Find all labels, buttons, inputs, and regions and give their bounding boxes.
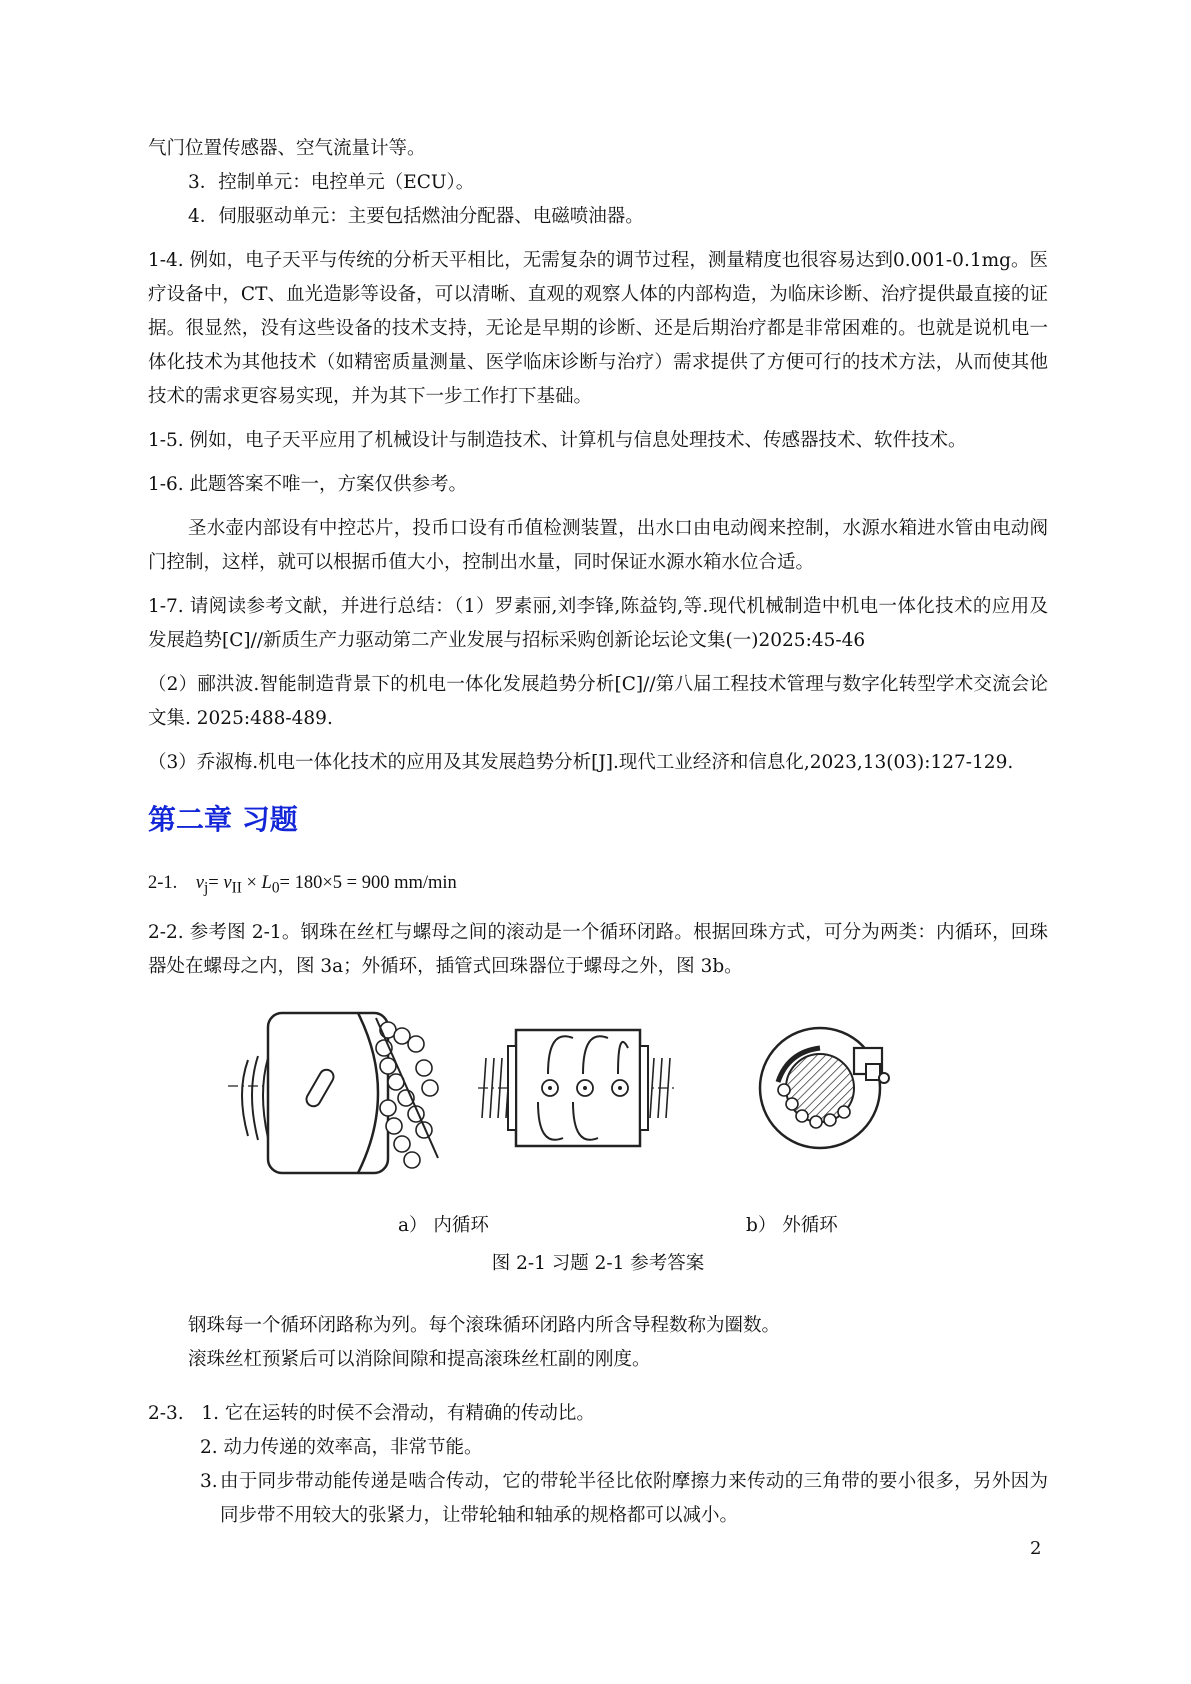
intro-item-3: 3．控制单元：电控单元（ECU）。 <box>188 172 475 193</box>
answer-2-3-item-3-num: 3. <box>200 1470 218 1492</box>
internal-circulation-balls-drawing <box>368 1008 448 1188</box>
subcaption-a: a） 内循环 <box>398 1214 489 1236</box>
formula-times: × <box>241 873 262 893</box>
answer-1-7-ref3: （3）乔淑梅.机电一体化技术的应用及其发展趋势分析[J].现代工业经济和信息化,2023,13(03):127-129. <box>148 752 1014 773</box>
answer-1-7-ref1: 1-7. 请阅读参考文献，并进行总结：（1）罗素丽,刘李锋,陈益钧,等.现代机械制造中机电一体化技术的应用及发展趋势[C]//新质生产力驱动第二产业发展与招标采购创新论坛论文集(一)2025:45-46 <box>148 596 1048 651</box>
formula-v2: v <box>223 873 232 893</box>
answer-2-1 <box>148 866 1048 906</box>
figure-caption: 图 2-1 习题 2-1 参考答案 <box>491 1252 705 1274</box>
answer-1-7-ref2: （2）郦洪波.智能制造背景下的机电一体化发展趋势分析[C]//第八届工程技术管理与数字化转型学术交流会论文集. 2025:488-489. <box>148 674 1048 729</box>
formula-v: v <box>195 873 205 893</box>
formula-v-sub: j <box>204 879 209 897</box>
intro-item-4: 4．伺服驱动单元：主要包括燃油分配器、电磁喷油器。 <box>188 206 644 227</box>
answer-1-6-body: 圣水壶内部设有中控芯片，投币口设有币值检测装置，出水口由电动阀来控制，水源水箱进水管由电动阀门控制，这样，就可以根据币值大小，控制出水量，同时保证水源水箱水位合适。 <box>148 518 1048 573</box>
answer-1-4: 1-4. 例如，电子天平与传统的分析天平相比，无需复杂的调节过程，测量精度也很容易达到0.001-0.1mg。医疗设备中，CT、血光造影等设备，可以清晰、直观的观察人体的内部构造，为临床诊断、治疗提供最直接的证据。很显然，没有这些设备的技术支持，无论是早期的诊断、还是后期治疗都是非常困难的。也就是说机电一体化技术为其他技术（如精密质量测量、医学临床诊断与治疗）需求提供了方便可行的技术方法，从而使其他技术的需求更容易实现，并为其下一步工作打下基础。 <box>148 250 1048 407</box>
answer-1-5: 1-5. 例如，电子天平应用了机械设计与制造技术、计算机与信息处理技术、传感器技术、软件技术。 <box>148 430 967 451</box>
external-circulation-side-drawing <box>478 1008 678 1168</box>
formula-rest: = 180×5 = 900 mm/min <box>279 873 457 893</box>
formula-L-sub: 0 <box>271 879 280 897</box>
formula-L: L <box>261 873 272 893</box>
answer-2-3-item-3-text: 由于同步带动能传递是啮合传动，它的带轮半径比依附摩擦力来传动的三角带的要小很多，另外因为同步带不用较大的张紧力，让带轮轴和轴承的规格都可以减小。 <box>220 1470 1048 1526</box>
chapter-title: 第二章 习题 <box>148 803 298 836</box>
page-number: 2 <box>1030 1538 1042 1559</box>
after-figure-line-2: 滚珠丝杠预紧后可以消除间隙和提高滚珠丝杠副的刚度。 <box>188 1348 651 1370</box>
answer-2-3-label: 2-3. <box>148 1402 184 1424</box>
answer-2-3-item-1-text: 1. 它在运转的时侯不会滑动，有精确的传动比。 <box>201 1402 595 1424</box>
answer-2-2: 2-2. 参考图 2-1。钢珠在丝杠与螺母之间的滚动是一个循环闭路。根据回珠方式，可分为两类：内循环，回珠器处在螺母之内，图 3a；外循环，插管式回珠器位于螺母之外，图 3b。 <box>148 921 1048 977</box>
ball-screw-figure <box>148 998 1048 1203</box>
answer-2-1-label: 2-1. <box>148 873 178 893</box>
formula-eq: = <box>208 873 224 893</box>
answer-1-6-title: 1-6. 此题答案不唯一，方案仅供参考。 <box>148 474 468 495</box>
answer-2-3-item-2: 2. 动力传递的效率高，非常节能。 <box>200 1436 483 1458</box>
answer-2-3-item-1 <box>148 1397 1048 1431</box>
figure-subcaptions <box>148 1209 1048 1247</box>
after-figure-line-1: 钢珠每一个循环闭路称为列。每个滚珠循环闭路内所含导程数称为圈数。 <box>188 1314 781 1336</box>
formula-v2-sub: II <box>231 879 242 897</box>
external-circulation-section-drawing <box>758 1012 898 1162</box>
document-page <box>148 132 1048 1533</box>
subcaption-b: b） 外循环 <box>746 1214 838 1236</box>
answer-2-3-item-3 <box>148 1465 1048 1533</box>
intro-line: 气门位置传感器、空气流量计等。 <box>148 138 426 159</box>
